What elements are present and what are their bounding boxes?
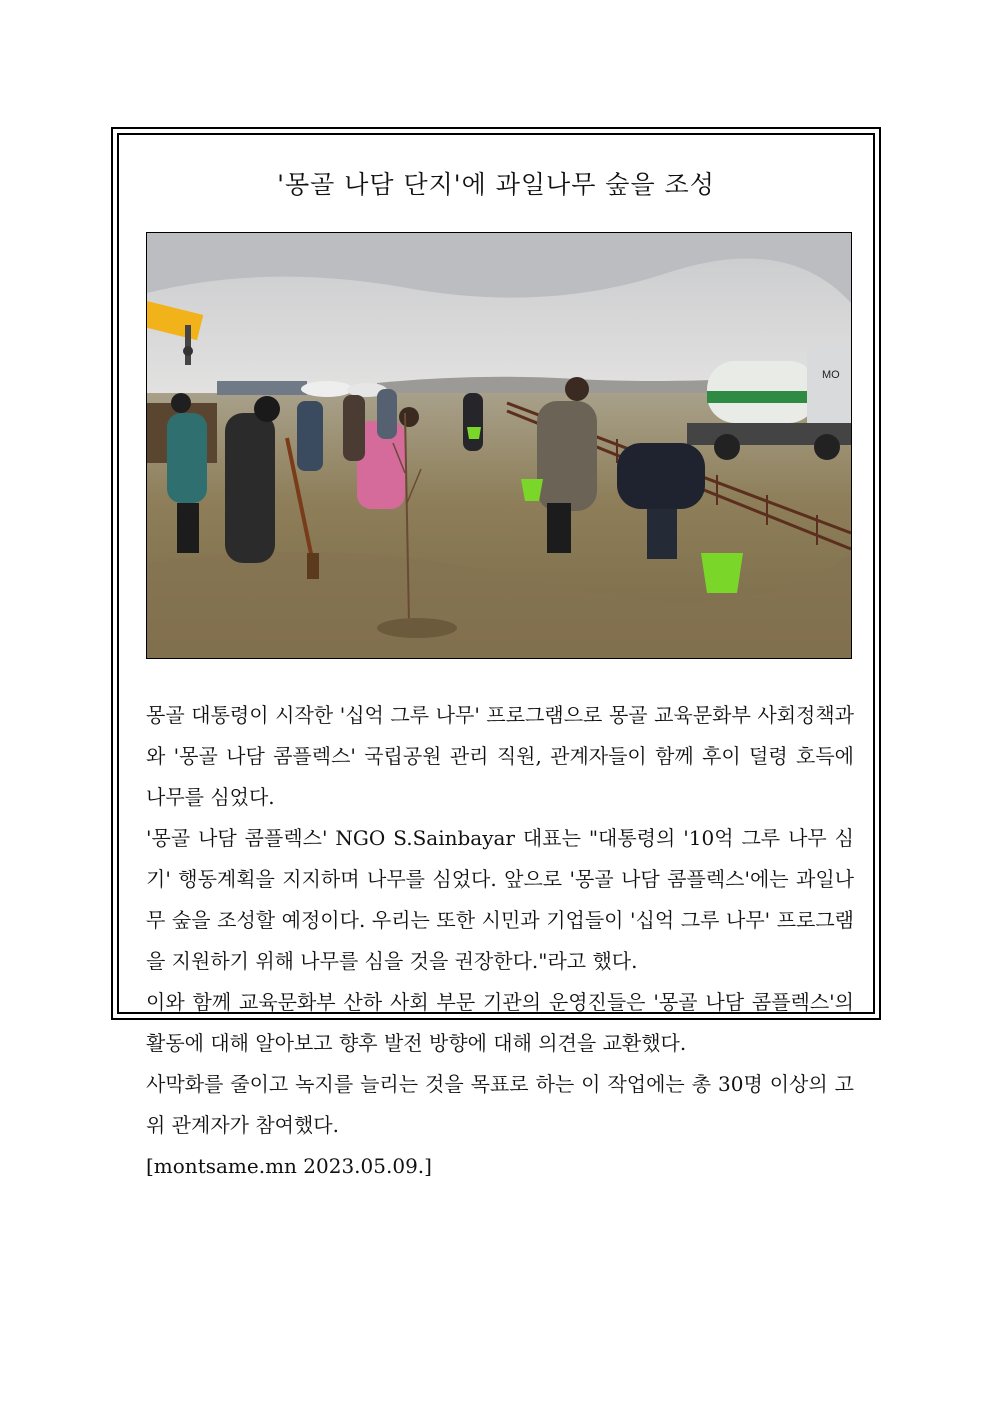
article-frame [111, 127, 881, 1178]
article-source: [montsame.mn 2023.05.09.] [146, 1154, 432, 1178]
article-paragraph-2: '몽골 나담 콤플렉스' NGO S.Sainbayar 대표는 "대통령의 '10억 그루 나무 심기' 행동계획을 지지하며 나무를 심었다. 앞으로 '몽골 나담 콤플렉스'에는 과일나무 숲을 조성할 예정이다. 우리는 또한 시민과 기업들이 '십억 그루 나무' 프로그램을 지원하기 위해 나무를 심을 것을 권장한다."라고 했다. [146, 826, 854, 973]
article-body [146, 695, 854, 1187]
article-title: '몽골 나담 단지'에 과일나무 숲을 조성 [277, 170, 715, 199]
article-paragraph-3: 이와 함께 교육문화부 산하 사회 부문 기관의 운영진들은 '몽골 나담 콤플렉스'의 활동에 대해 알아보고 향후 발전 방향에 대해 의견을 교환했다. [146, 990, 854, 1055]
tree-planting-photo [146, 232, 852, 659]
truck-label: MO [822, 369, 840, 381]
article-inner-frame [117, 133, 875, 1178]
article-paragraph-4: 사막화를 줄이고 녹지를 늘리는 것을 목표로 하는 이 작업에는 총 30명 이상의 고위 관계자가 참여했다. [146, 1072, 854, 1137]
article-paragraph-1: 몽골 대통령이 시작한 '십억 그루 나무' 프로그램으로 몽골 교육문화부 사회정책과와 '몽골 나담 콤플렉스' 국립공원 관리 직원, 관계자들이 함께 후이 덜령 호득에 나무를 심었다. [146, 703, 854, 809]
